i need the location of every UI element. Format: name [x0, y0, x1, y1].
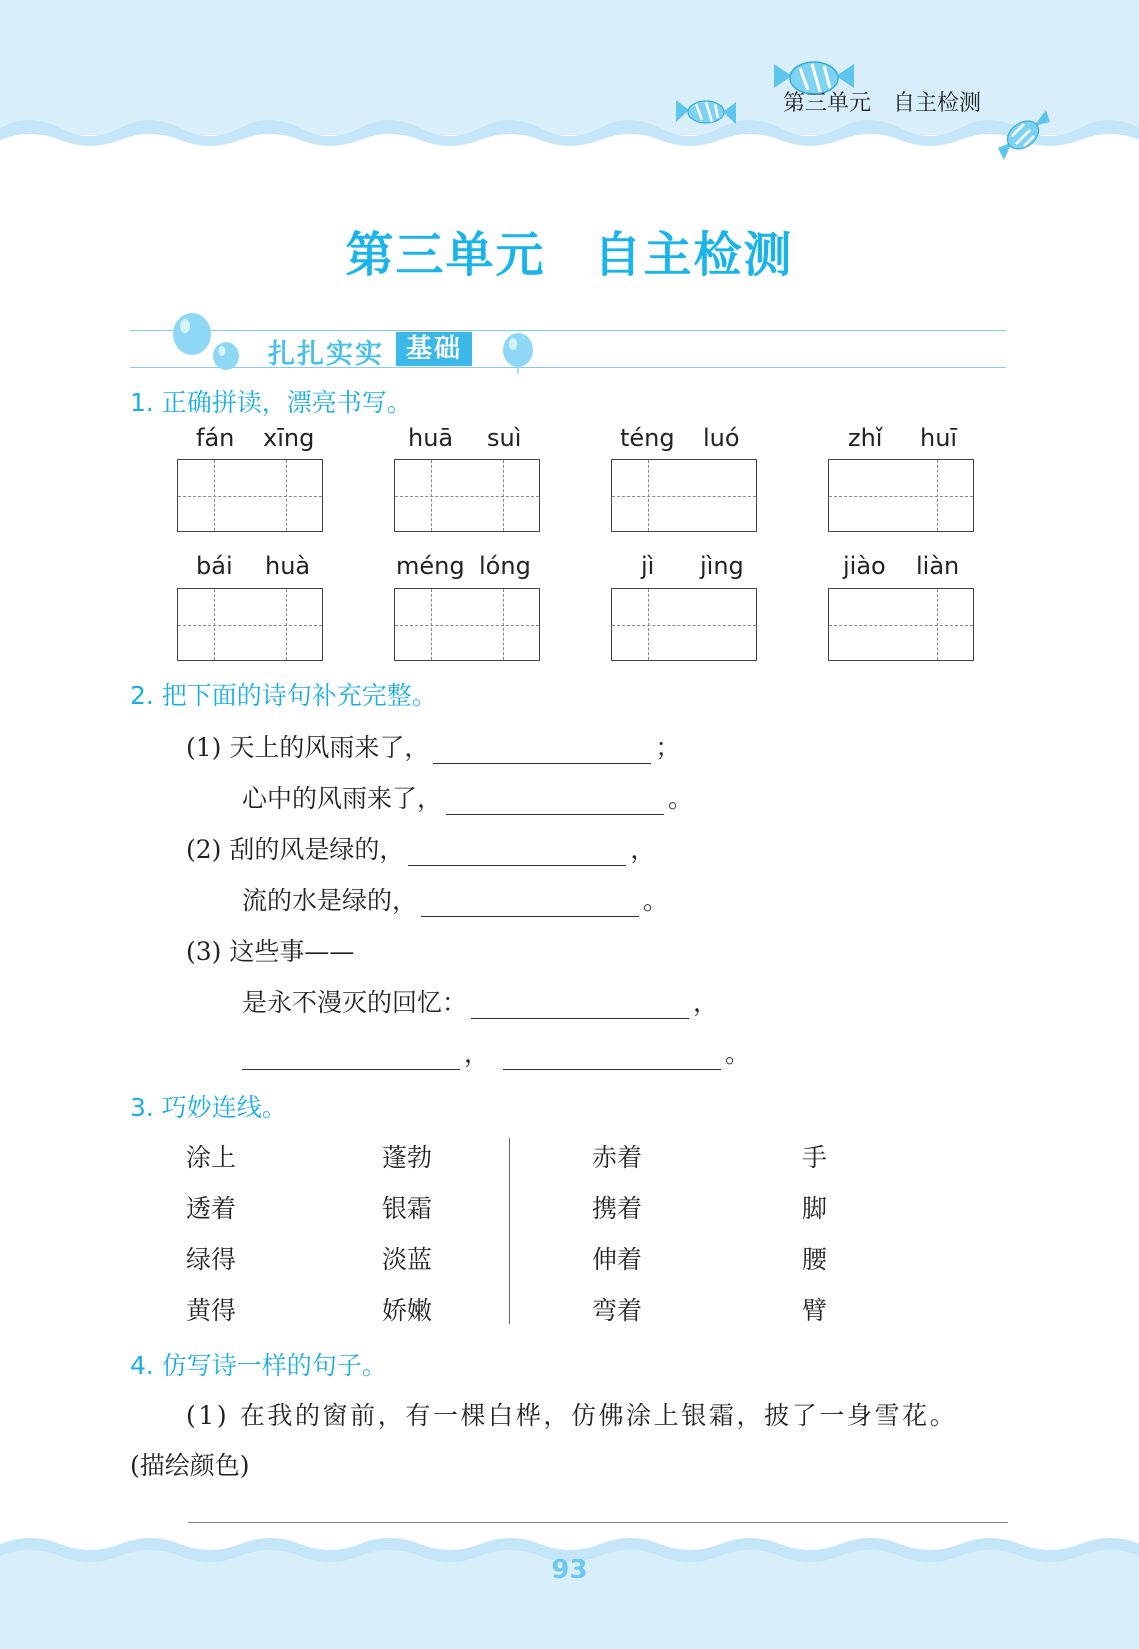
poem-text: 心中的风雨来了， [242, 784, 443, 813]
section-banner [130, 330, 1006, 368]
candy-icon [676, 96, 736, 130]
question-3-title: 3. 巧妙连线。 [130, 1093, 287, 1122]
poem-punct: ， [693, 988, 719, 1017]
poem-punct: 。 [725, 1039, 751, 1068]
balloon-icon [170, 312, 246, 372]
balloon-icon [500, 332, 536, 374]
match-word[interactable]: 脚 [802, 1194, 828, 1223]
pinyin: fán [196, 424, 235, 452]
writing-grid[interactable] [394, 459, 540, 532]
question-1-title: 1. 正确拼读，漂亮书写。 [130, 388, 412, 417]
poem-text: 天上的风雨来了， [229, 733, 430, 762]
poem-line [186, 830, 655, 866]
pinyin: jì [641, 552, 655, 580]
match-word[interactable]: 涂上 [186, 1143, 237, 1172]
pinyin: méng [396, 552, 465, 580]
poem-punct: ， [464, 1039, 490, 1068]
pinyin: huā [408, 424, 454, 452]
header-unit: 第三单元 [783, 91, 872, 116]
match-word[interactable]: 臂 [802, 1296, 828, 1325]
pinyin: lóng [479, 552, 531, 580]
pinyin: suì [487, 424, 522, 452]
header-band [0, 0, 1139, 160]
item-number: (2) [186, 835, 222, 864]
match-word[interactable]: 赤着 [592, 1143, 643, 1172]
poem-punct: 。 [668, 784, 694, 813]
writing-grid[interactable] [828, 459, 974, 532]
answer-blank[interactable] [242, 1041, 460, 1070]
pinyin: luó [703, 424, 740, 452]
example-sentence: (1) 在我的窗前，有一棵白桦，仿佛涂上银霜，披了一身雪花。 [186, 1401, 958, 1430]
writing-grid[interactable] [611, 459, 757, 532]
writing-grid[interactable] [177, 588, 323, 661]
section-heading: 扎扎实实 [268, 339, 384, 370]
question-4-title: 4. 仿写诗一样的句子。 [130, 1351, 387, 1380]
match-word[interactable]: 娇嫩 [382, 1296, 433, 1325]
footer-band [0, 1530, 1139, 1649]
poem-line [242, 983, 718, 1019]
answer-line[interactable] [188, 1522, 1008, 1523]
poem-punct: ， [630, 835, 656, 864]
writing-grid[interactable] [611, 588, 757, 661]
match-word[interactable]: 携着 [592, 1194, 643, 1223]
poem-line [242, 779, 693, 815]
page-number: 93 [551, 1555, 588, 1585]
writing-grid[interactable] [177, 459, 323, 532]
match-word[interactable]: 手 [802, 1143, 828, 1172]
poem-text: 是永不漫灭的回忆： [242, 988, 468, 1017]
pinyin: huà [265, 552, 311, 580]
pinyin: xīng [263, 424, 315, 452]
header-label [783, 86, 981, 117]
title-unit: 第三单元 [345, 227, 546, 283]
match-word[interactable]: 伸着 [592, 1245, 643, 1274]
match-word[interactable]: 淡蓝 [382, 1245, 433, 1274]
poem-text: 这些事—— [229, 937, 355, 966]
writing-grid[interactable] [394, 588, 540, 661]
answer-blank[interactable] [421, 888, 639, 917]
poem-line [242, 1034, 750, 1070]
poem-line [186, 728, 680, 764]
answer-blank[interactable] [503, 1041, 721, 1070]
poem-text: 刮的风是绿的， [229, 835, 405, 864]
poem-punct: ； [655, 733, 681, 762]
pinyin: bái [196, 552, 233, 580]
match-word[interactable]: 银霜 [382, 1194, 433, 1223]
pinyin: liàn [916, 552, 960, 580]
column-divider [509, 1138, 510, 1324]
poem-line [242, 881, 668, 917]
answer-blank[interactable] [408, 837, 626, 866]
item-number: (1) [186, 733, 222, 762]
match-word[interactable]: 透着 [186, 1194, 237, 1223]
match-word[interactable]: 黄得 [186, 1296, 237, 1325]
match-word[interactable]: 绿得 [186, 1245, 237, 1274]
page-title [0, 216, 1139, 285]
question-2-title: 2. 把下面的诗句补充完整。 [130, 681, 437, 710]
pinyin: zhǐ [848, 424, 883, 452]
writing-grid[interactable] [828, 588, 974, 661]
item-number: (3) [186, 937, 222, 966]
match-word[interactable]: 弯着 [592, 1296, 643, 1325]
candy-icon [994, 108, 1050, 160]
header-title: 自主检测 [893, 91, 982, 116]
match-word[interactable]: 腰 [802, 1245, 828, 1274]
poem-punct: 。 [643, 886, 669, 915]
poem-line [186, 932, 354, 968]
pinyin: jìng [700, 552, 744, 580]
pinyin: huī [920, 424, 958, 452]
poem-text: 流的水是绿的， [242, 886, 418, 915]
answer-blank[interactable] [446, 786, 664, 815]
pinyin: téng [620, 424, 675, 452]
section-tag: 基础 [396, 332, 472, 366]
answer-blank[interactable] [433, 735, 651, 764]
pinyin: jiào [843, 552, 886, 580]
title-label: 自主检测 [593, 227, 794, 283]
match-word[interactable]: 蓬勃 [382, 1143, 433, 1172]
answer-blank[interactable] [471, 990, 689, 1019]
sentence-note: (描绘颜色) [130, 1451, 250, 1480]
